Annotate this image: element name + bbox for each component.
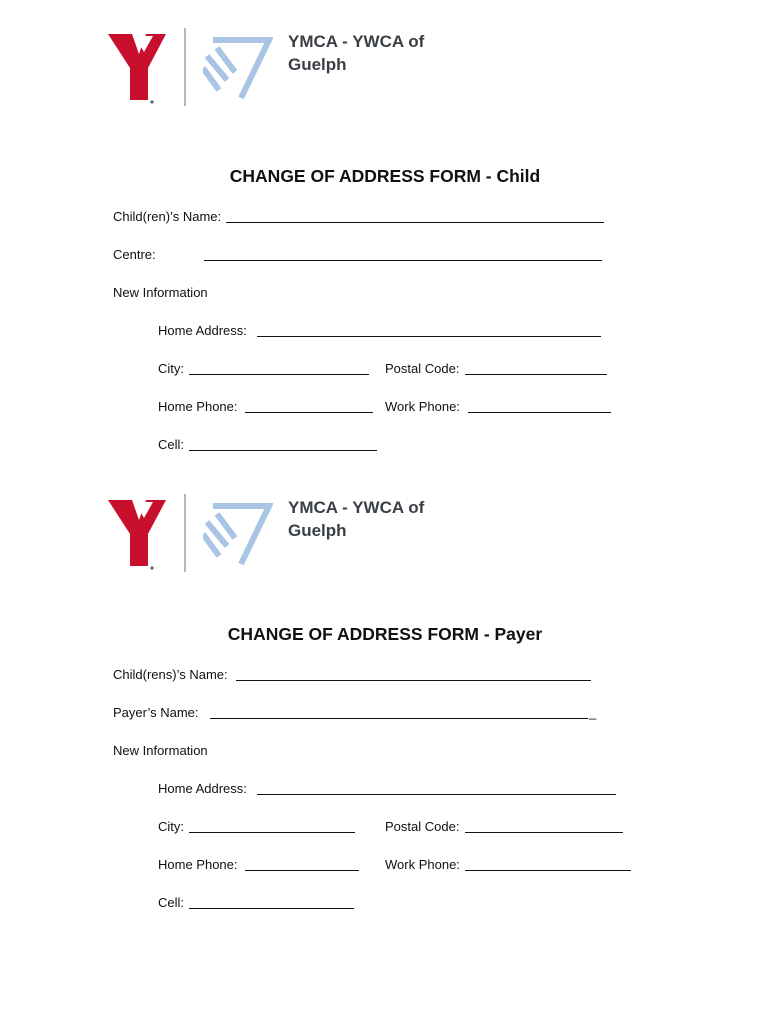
org-name-line1: YMCA - YWCA of: [288, 32, 425, 51]
header-divider: [184, 494, 186, 572]
org-header: [108, 28, 528, 138]
child-form-title: CHANGE OF ADDRESS FORM - Child: [229, 166, 541, 186]
ymca-y-logo-icon: [108, 498, 168, 570]
header-divider: [184, 28, 186, 106]
city-field[interactable]: [189, 374, 369, 375]
home-address-field[interactable]: [257, 794, 616, 795]
ymca-y-logo-icon: [108, 32, 168, 104]
ywca-triangle-logo-icon: [203, 500, 273, 570]
postal-code-label: Postal Code:: [385, 361, 460, 376]
postal-code-label: Postal Code:: [385, 819, 460, 834]
work-phone-label: Work Phone:: [385, 399, 460, 414]
city-label: City:: [158, 361, 184, 376]
home-address-field[interactable]: [257, 336, 601, 337]
home-phone-field[interactable]: [245, 870, 359, 871]
home-address-label: Home Address:: [158, 323, 247, 338]
centre-field[interactable]: [204, 260, 602, 261]
childrens-name-field[interactable]: [226, 222, 604, 223]
centre-label: Centre:: [113, 247, 156, 262]
home-phone-label: Home Phone:: [158, 399, 238, 414]
org-name-line2: Guelph: [288, 55, 347, 74]
work-phone-label: Work Phone:: [385, 857, 460, 872]
home-phone-field[interactable]: [245, 412, 373, 413]
cell-field[interactable]: [189, 908, 354, 909]
payers-name-field[interactable]: [210, 718, 588, 719]
postal-code-field[interactable]: [465, 832, 623, 833]
work-phone-field[interactable]: [465, 870, 631, 871]
ywca-triangle-logo-icon: [203, 34, 273, 104]
org-name-line2: Guelph: [288, 521, 347, 540]
city-field[interactable]: [189, 832, 355, 833]
new-information-label: New Information: [113, 743, 208, 758]
home-phone-label: Home Phone:: [158, 857, 238, 872]
childrens-name-label: Child(rens)’s Name:: [113, 667, 228, 682]
cell-label: Cell:: [158, 437, 185, 452]
postal-code-field[interactable]: [465, 374, 607, 375]
payer-form-title: CHANGE OF ADDRESS FORM - Payer: [227, 624, 543, 644]
org-header: [108, 494, 528, 604]
org-name: [288, 496, 508, 542]
new-information-label: New Information: [113, 285, 208, 300]
city-label: City:: [158, 819, 184, 834]
payers-name-trailing-underscore: _: [589, 705, 597, 720]
work-phone-field[interactable]: [468, 412, 611, 413]
cell-label: Cell:: [158, 895, 185, 910]
childrens-name-field[interactable]: [236, 680, 591, 681]
org-name: [288, 30, 508, 76]
org-name-line1: YMCA - YWCA of: [288, 498, 425, 517]
home-address-label: Home Address:: [158, 781, 247, 796]
cell-field[interactable]: [189, 450, 377, 451]
childrens-name-label: Child(ren)’s Name:: [113, 209, 222, 224]
payers-name-label: Payer’s Name:: [113, 705, 199, 720]
